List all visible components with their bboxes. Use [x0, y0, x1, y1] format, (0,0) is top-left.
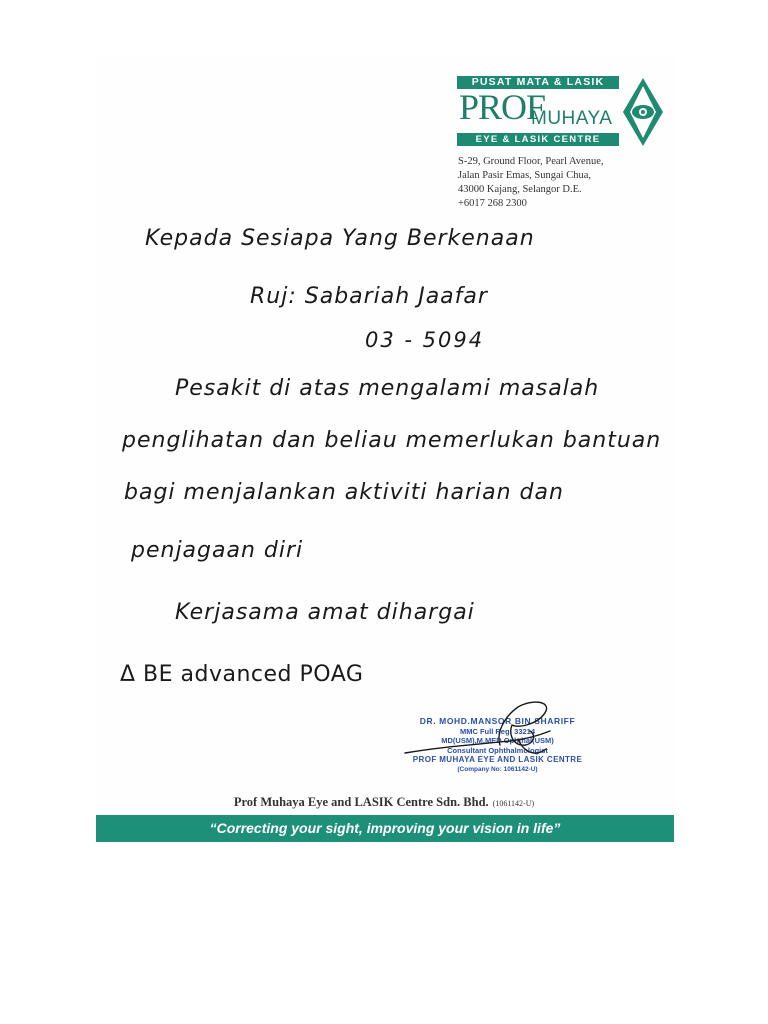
address-line: Jalan Pasir Emas, Sungai Chua,	[458, 170, 591, 181]
logo-muhaya-text: MUHAYA	[531, 108, 613, 129]
body-line-3: bagi menjalankan aktiviti harian dan	[124, 480, 564, 505]
phone-number: +6017 268 2300	[458, 198, 527, 209]
body-line-4: penjagaan diri	[131, 538, 304, 563]
stamp-mmc-number: MMC Full Reg: 33214	[459, 726, 535, 736]
tagline: “Correcting your sight, improving your vision in life”	[209, 820, 561, 836]
eye-diamond-icon	[621, 76, 665, 148]
clinic-address	[458, 155, 604, 211]
reference-name: Ruj: Sabariah Jaafar	[250, 284, 488, 309]
salutation: Kepada Sesiapa Yang Berkenaan	[145, 226, 535, 251]
reference-number: 03 - 5094	[365, 328, 485, 352]
address-line: S-29, Ground Floor, Pearl Avenue,	[458, 156, 604, 167]
body-line-1: Pesakit di atas mengalami masalah	[175, 376, 600, 401]
tagline-band	[96, 815, 674, 842]
stamp-doctor-name: DR. MOHD.MANSOR BIN SHARIFF	[419, 716, 576, 726]
diagnosis-line: Δ BE advanced POAG	[120, 662, 364, 687]
closing-line: Kerjasama amat dihargai	[175, 600, 475, 625]
body-line-2: penglihatan dan beliau memerlukan bantuan	[122, 428, 662, 453]
logo-bottom-banner: EYE & LASIK CENTRE	[457, 133, 619, 146]
company-name-text: Prof Muhaya Eye and LASIK Centre Sdn. Bhd.	[233, 795, 489, 809]
stamp-title: Consultant Ophthalmologist	[447, 745, 548, 755]
address-line: 43000 Kajang, Selangor D.E.	[458, 184, 582, 195]
stamp-centre: PROF MUHAYA EYE AND LASIK CENTRE	[412, 755, 583, 764]
clinic-logo	[457, 76, 665, 150]
logo-top-banner: PUSAT MATA & LASIK	[457, 76, 619, 89]
company-name	[0, 795, 768, 810]
stamp-qualifications: MD(USM),M.MED Ophthal(USM)	[441, 736, 554, 745]
stamp-company-no: (Company No: 1061142-U)	[457, 765, 538, 773]
company-reg-no: (1061142-U)	[492, 799, 535, 808]
logo-prof-text: PROF	[459, 87, 546, 127]
doctor-signature	[400, 695, 560, 763]
